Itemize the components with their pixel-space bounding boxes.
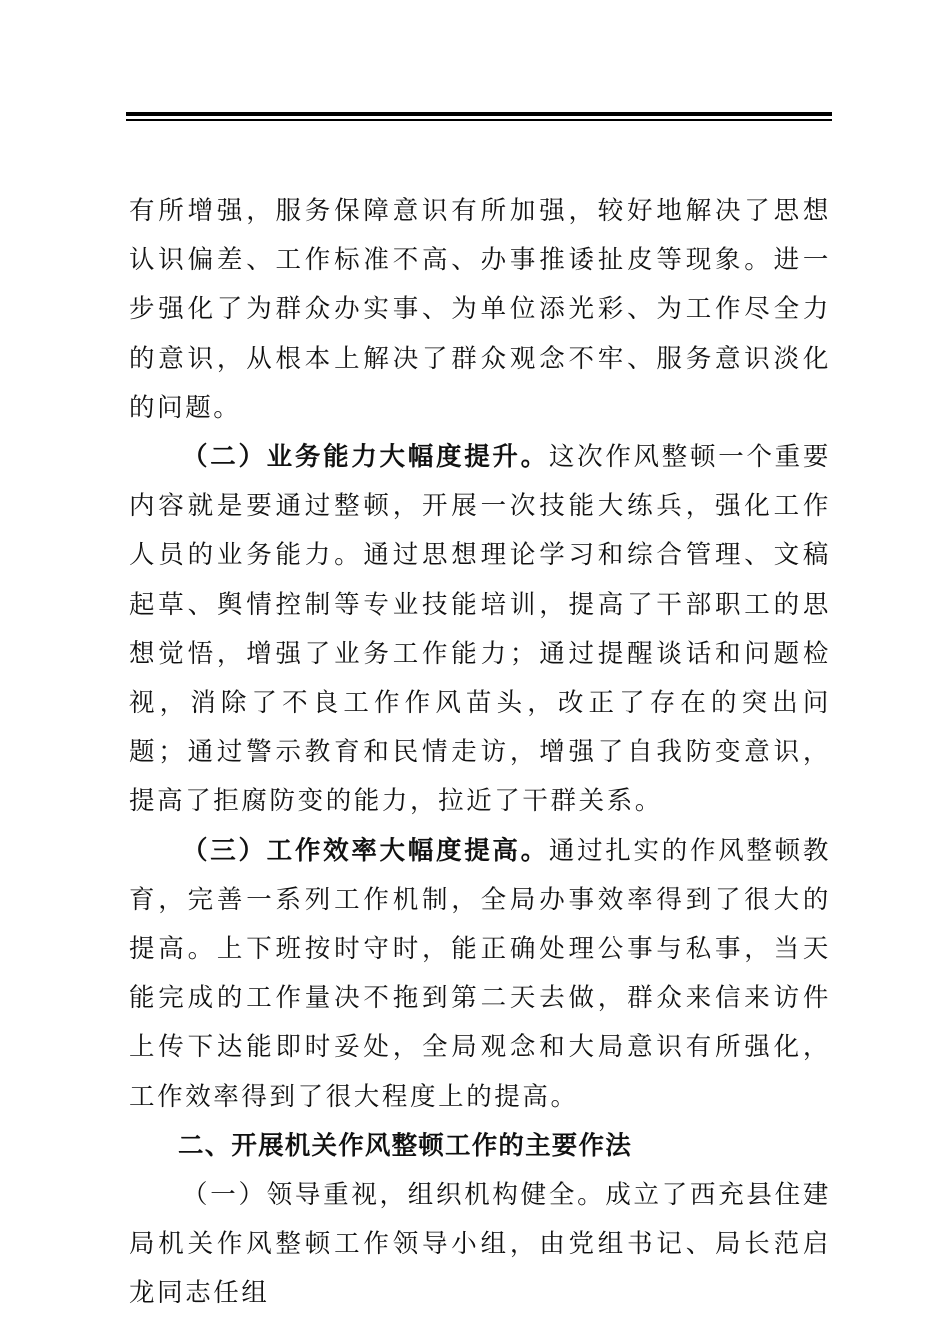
document-body <box>129 187 831 1319</box>
header-double-rule-thick <box>126 112 832 116</box>
paragraph-work-efficiency <box>129 827 831 1122</box>
paragraph-lead: （三）工作效率大幅度提高。 <box>182 835 549 866</box>
section-heading: 二、开展机关作风整顿工作的主要作法 <box>178 1130 632 1161</box>
header-double-rule-thin <box>126 119 832 121</box>
paragraph-leadership <box>129 1171 831 1319</box>
paragraph-text: 成立了西充县住建局机关作风整顿工作领导小组，由党组书记、局长范启龙同志任组 <box>129 1180 831 1309</box>
paragraph-text: 通过扎实的作风整顿教育，完善一系列工作机制，全局办事效率得到了很大的提高。上下班按时守时，能正确处理公事与私事，当天能完成的工作量决不拖到第二天去做，群众来信来访件上传下达能即时妥处，全局观念和大局意识有所强化，工作效率得到了很大程度上的提高。 <box>129 835 831 1112</box>
paragraph-lead: （二）业务能力大幅度提升。 <box>182 442 549 473</box>
paragraph-continuation <box>129 187 831 433</box>
paragraph-text: 有所增强，服务保障意识有所加强，较好地解决了思想认识偏差、工作标准不高、办事推诿扯皮等现象。进一步强化了为群众办实事、为单位添光彩、为工作尽全力的意识，从根本上解决了群众观念不牢、服务意识淡化的问题。 <box>129 196 831 423</box>
paragraph-lead: （一）领导重视，组织机构健全。 <box>182 1180 606 1211</box>
paragraph-business-ability <box>129 433 831 827</box>
paragraph-text: 这次作风整顿一个重要内容就是要通过整顿，开展一次技能大练兵，强化工作人员的业务能力。通过思想理论学习和综合管理、文稿起草、舆情控制等专业技能培训，提高了干部职工的思想觉悟，增强了业务工作能力；通过提醒谈话和问题检视，消除了不良工作作风苗头，改正了存在的突出问题；通过警示教育和民情走访，增强了自我防变意识，提高了拒腐防变的能力，拉近了干群关系。 <box>129 442 831 817</box>
